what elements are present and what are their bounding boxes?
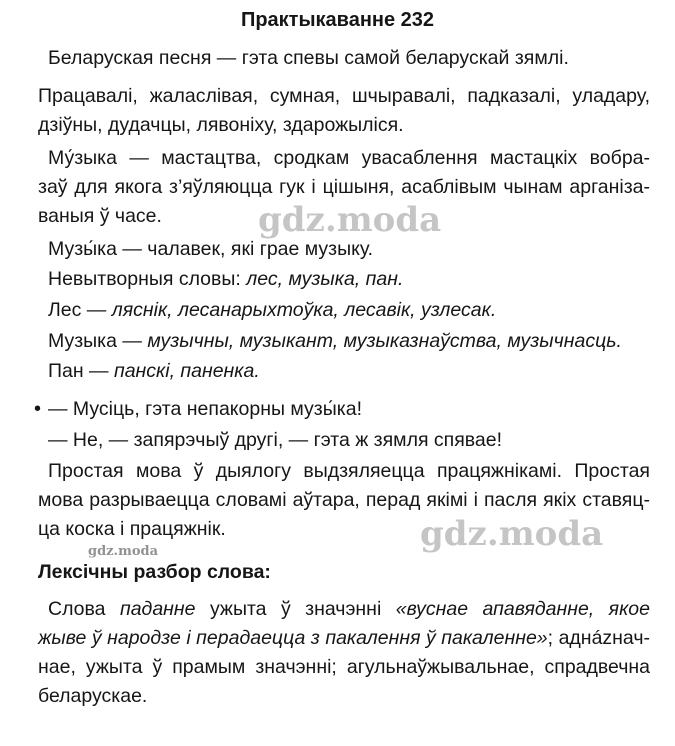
bullet-icon: •	[34, 398, 42, 420]
unchangeable-words	[48, 267, 403, 291]
lexical-line-3: нае, ужыта ў прамым значэнні; агульнаўжывальнае, спрадвечна	[38, 656, 650, 678]
musician-definition: Музы́ка — чалавек, які грае музыку.	[48, 238, 374, 260]
dialogue-line-1: — Мусіць, гэта непакорны музы́ка!	[48, 398, 362, 420]
unchangeable-label: Невытворныя словы:	[48, 268, 247, 290]
music-definition-line-1: Му́зыка — мастацтва, сродкам увасаблення мастацкіх вобра-	[48, 147, 650, 169]
pan-derivatives: панскі, паненка.	[113, 360, 260, 382]
unchangeable-list: лес, музыка, пан.	[246, 268, 404, 290]
les-family	[48, 298, 496, 322]
pan-family	[48, 359, 260, 383]
words-line-2: дзіўны, дудачцы, лявоніху, здарожыліся.	[38, 114, 404, 136]
lexical-line-1: Слова паданне ужыта ў значэнні «вуснае апавяданне, якое	[48, 598, 650, 620]
muzyka-family	[48, 329, 622, 353]
meaning-quote-cont: жыве ў народзе і перадаецца з пакалення ў пакаленне»	[38, 627, 548, 649]
les-derivatives: ляснік, лесанарыхтоўка, лесавік, узлесак.	[111, 299, 497, 321]
watermark-upper: gdz.moda	[258, 200, 442, 240]
analyzed-word: паданне	[119, 598, 196, 620]
lexical-line-4: беларускае.	[38, 685, 148, 707]
exercise-title: Практыкаванне 232	[240, 9, 435, 31]
explanation-line-2: мова разрываецца словамі аўтара, перад якімі і пасля якіх ставяц-	[38, 489, 650, 511]
muzyka-derivatives: музычны, музыкант, музыказнаўства, музычнасць.	[147, 330, 622, 352]
les-head: Лес —	[48, 299, 112, 321]
lexical-line-2: жыве ў народзе і перадаецца з пакалення ў пакаленне»; аднázнач-	[38, 627, 651, 649]
music-definition-line-3: ваныя ў часе.	[38, 205, 162, 227]
watermark-small: gdz.moda	[88, 544, 159, 559]
muzyka-head: Музыка —	[48, 330, 148, 352]
lexical-heading: Лексічны разбор слова:	[38, 561, 271, 583]
paragraph-song: Беларуская песня — гэта спевы самой беларускай зямлі.	[48, 47, 569, 69]
dialogue-line-2: — Не, — запярэчыў другі, — гэта ж зямля спявае!	[48, 429, 503, 451]
music-definition-line-2: заў для якога з’яўляюцца гук і цішыня, асаблівым чынам арганіза-	[38, 176, 650, 198]
meaning-quote: «вуснае апавяданне, якое	[395, 598, 650, 620]
watermark-lower: gdz.moda	[420, 514, 604, 554]
words-line-1: Працавалі, жаласлівая, сумная, шчыравалі, падказалі, уладару,	[38, 85, 650, 107]
pan-head: Пан —	[48, 360, 114, 382]
explanation-line-1: Простая мова ў дыялогу выдзяляецца працяжнікамі. Простая	[48, 460, 650, 482]
explanation-line-3: ца коска і працяжнік.	[38, 518, 226, 540]
